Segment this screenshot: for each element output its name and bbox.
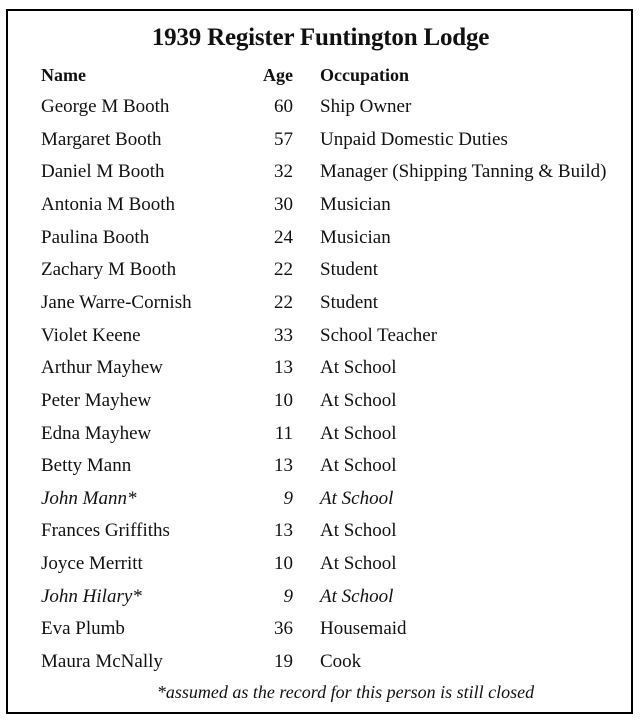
cell-age: 24	[274, 226, 293, 248]
cell-occupation: Musician	[320, 226, 391, 248]
document-title: 1939 Register Funtington Lodge	[151, 24, 490, 51]
table-row	[0, 450, 641, 482]
cell-name: Margaret Booth	[41, 128, 162, 150]
table-row	[0, 124, 641, 156]
cell-occupation: At School	[320, 553, 397, 575]
cell-age: 13	[274, 520, 293, 542]
cell-occupation: At School	[320, 422, 397, 444]
cell-age: 36	[274, 618, 293, 640]
cell-occupation: Unpaid Domestic Duties	[320, 128, 508, 150]
cell-age: 22	[274, 259, 293, 281]
column-header-occupation: Occupation	[320, 65, 410, 85]
table-row	[0, 222, 641, 254]
table-row	[0, 254, 641, 286]
cell-occupation: Manager (Shipping Tanning & Build)	[320, 161, 607, 183]
cell-age: 9	[283, 585, 293, 607]
table-row	[0, 548, 641, 580]
cell-name: Peter Mayhew	[41, 389, 152, 411]
cell-name: Arthur Mayhew	[41, 357, 163, 379]
cell-name: John Hilary*	[41, 585, 142, 607]
table-row	[0, 287, 641, 319]
cell-age: 10	[274, 553, 293, 575]
cell-occupation: Cook	[320, 651, 362, 673]
cell-age: 60	[274, 96, 293, 117]
cell-occupation: At School	[320, 455, 397, 477]
table-row	[0, 515, 641, 547]
cell-occupation: Musician	[320, 193, 391, 215]
column-header-name: Name	[41, 65, 86, 85]
cell-name: Betty Mann	[41, 455, 132, 477]
cell-name: Edna Mayhew	[41, 422, 152, 444]
cell-name: Maura McNally	[41, 651, 163, 673]
table-header	[0, 59, 641, 91]
cell-age: 33	[274, 324, 293, 346]
cell-age: 57	[274, 128, 293, 150]
table-row	[0, 156, 641, 188]
cell-occupation: Student	[320, 291, 379, 313]
table-row	[0, 646, 641, 678]
cell-occupation: Housemaid	[320, 618, 407, 640]
cell-name: Joyce Merritt	[41, 553, 143, 575]
cell-occupation: Ship Owner	[320, 96, 412, 117]
cell-name: Violet Keene	[41, 324, 141, 346]
cell-age: 32	[274, 161, 293, 183]
table-row	[0, 91, 641, 123]
cell-name: George M Booth	[41, 96, 170, 117]
cell-occupation: At School	[320, 585, 394, 607]
cell-age: 11	[274, 422, 293, 444]
cell-occupation: At School	[320, 389, 397, 411]
table-row	[0, 320, 641, 352]
cell-occupation: At School	[320, 520, 397, 542]
table-row	[0, 581, 641, 613]
cell-age: 9	[283, 487, 293, 509]
cell-name: Daniel M Booth	[41, 161, 165, 183]
cell-name: Jane Warre-Cornish	[41, 291, 192, 313]
cell-name: Paulina Booth	[41, 226, 150, 248]
cell-age: 30	[274, 193, 293, 215]
table-row	[0, 613, 641, 645]
cell-age: 19	[274, 651, 293, 673]
cell-name: Eva Plumb	[41, 618, 125, 640]
cell-name: Antonia M Booth	[41, 193, 176, 215]
cell-age: 10	[274, 389, 293, 411]
column-header-age: Age	[263, 65, 293, 85]
cell-age: 13	[274, 357, 293, 379]
table-row	[0, 483, 641, 515]
cell-occupation: School Teacher	[320, 324, 438, 346]
cell-occupation: At School	[320, 357, 397, 379]
cell-occupation: Student	[320, 259, 379, 281]
cell-age: 13	[274, 455, 293, 477]
cell-occupation: At School	[320, 487, 394, 509]
cell-age: 22	[274, 291, 293, 313]
table-row	[0, 352, 641, 384]
cell-name: Zachary M Booth	[41, 259, 177, 281]
footnote: *assumed as the record for this person is still closed	[156, 682, 535, 702]
table-row	[0, 418, 641, 450]
table-row	[0, 189, 641, 221]
cell-name: Frances Griffiths	[41, 520, 170, 542]
table-row	[0, 385, 641, 417]
cell-name: John Mann*	[41, 487, 137, 509]
